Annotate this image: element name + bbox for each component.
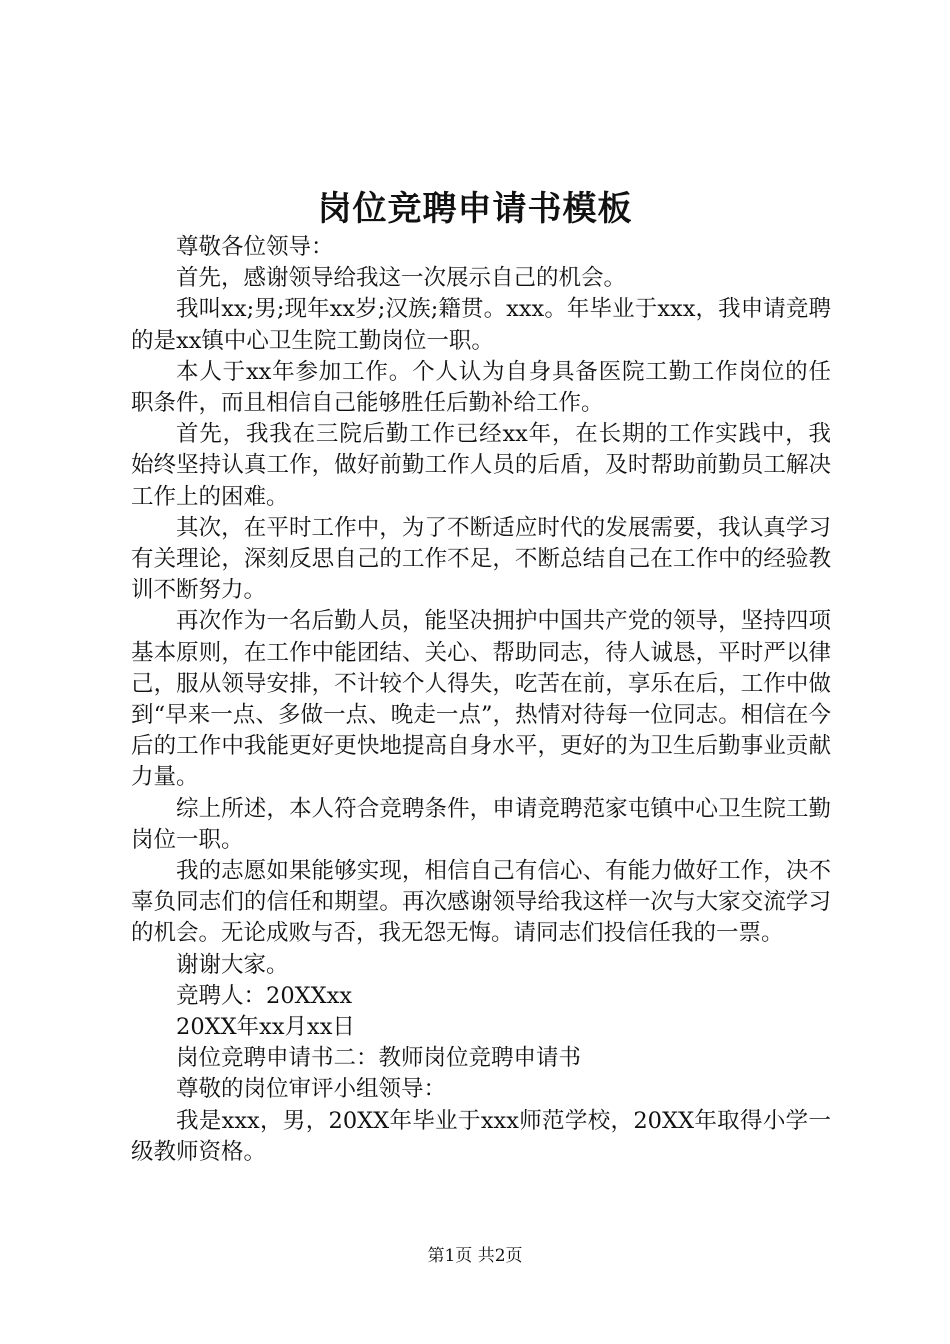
document-body xyxy=(131,232,831,1168)
paragraph-date: 20XX年xx月xx日 xyxy=(176,1014,355,1041)
paragraph-summary: 综上所述，本人符合竞聘条件，申请竞聘范家屯镇中心卫生院工勤岗位一职。 xyxy=(131,795,831,853)
paragraph-section-two-heading: 岗位竞聘申请书二：教师岗位竞聘申请书 xyxy=(176,1045,582,1072)
paragraph-thanks: 首先，感谢领导给我这一次展示自己的机会。 xyxy=(176,265,627,292)
paragraph-work-start: 本人于xx年参加工作。个人认为自身具备医院工勤工作岗位的任职条件，而且相信自己能够胜任后勤补给工作。 xyxy=(131,358,831,417)
page-footer: 第1页 共2页 xyxy=(427,1246,523,1266)
paragraph-introduction: 我叫xx;男;现年xx岁;汉族;籍贯。xxx。年毕业于xxx，我申请竞聘的是xx镇中心卫生院工勤岗位一职。 xyxy=(131,296,831,354)
document-title: 岗位竞聘申请书模板 xyxy=(317,189,633,229)
paragraph-section-two-intro: 我是xxx，男，20XX年毕业于xxx师范学校，20XX年取得小学一级教师资格。 xyxy=(131,1107,831,1165)
paragraph-applicant: 竞聘人：20XXxx xyxy=(176,982,353,1009)
paragraph-closing: 谢谢大家。 xyxy=(176,951,289,978)
paragraph-section-two-salutation: 尊敬的岗位审评小组领导： xyxy=(176,1076,447,1103)
paragraph-third-point: 再次作为一名后勤人员，能坚决拥护中国共产党的领导，坚持四项基本原则，在工作中能团结、关心、帮助同志，待人诚恳，平时严以律己，服从领导安排，不计较个人得失，吃苦在前，享乐在后，工作中做到“早来一点、多做一点、晚走一点”，热情对待每一位同志。相信在今后的工作中我能更好更快地提高自身水平，更好的为卫生后勤事业贡献力量。 xyxy=(131,608,831,791)
paragraph-second-point: 其次，在平时工作中，为了不断适应时代的发展需要，我认真学习有关理论，深刻反思自己的工作不足，不断总结自己在工作中的经验教训不断努力。 xyxy=(131,514,831,604)
paragraph-first-point: 首先，我我在三院后勤工作已经xx年，在长期的工作实践中，我始终坚持认真工作，做好前勤工作人员的后盾，及时帮助前勤员工解决工作上的困难。 xyxy=(131,421,831,510)
paragraph-aspiration: 我的志愿如果能够实现，相信自己有信心、有能力做好工作，决不辜负同志们的信任和期望。再次感谢领导给我这样一次与大家交流学习的机会。无论成败与否，我无怨无悔。请同志们投信任我的一票。 xyxy=(131,858,831,947)
paragraph-salutation: 尊敬各位领导： xyxy=(176,234,334,260)
